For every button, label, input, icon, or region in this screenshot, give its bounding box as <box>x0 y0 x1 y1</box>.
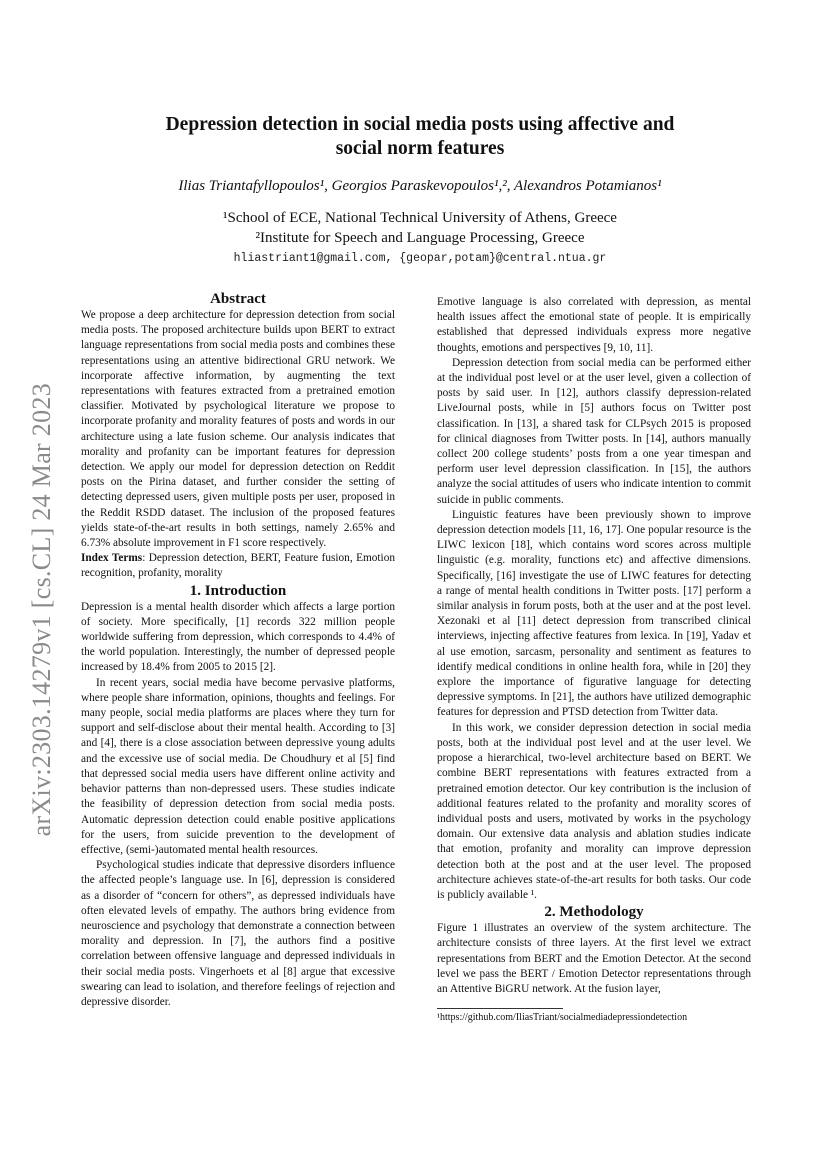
arxiv-watermark <box>22 360 62 860</box>
authors: Ilias Triantafyllopoulos¹, Georgios Paraskevopoulos¹,², Alexandros Potamianos¹ <box>178 178 662 194</box>
intro-paragraph-7: In this work, we consider depression detection in social media posts, both at the individual post level and at the user level. We propose a hierarchical, two-level architecture based on BERT. We combine BERT representations with features extracted from a pretrained emotion detector. Our key contribution is the inclusion of additional features related to the profanity and morality scores of individual posts and users, motivated by works in the psychology domain. Our extensive data analysis and ablation studies indicate that emotion, profanity and morality can improve depression detection both at the post and at the user level. The proposed architecture achieves state-of-the-art results for both tasks. Our code is publicly available ¹. <box>437 721 751 901</box>
right-column <box>437 295 751 997</box>
arxiv-id: arXiv:2303.14279v1 [cs.CL] 24 Mar 2023 <box>27 383 56 837</box>
intro-paragraph-4: Emotive language is also correlated with depression, as mental health issues affect the emotional state of people. It is empirically established that depressed individuals express more negative thoughts, emotions and perspectives [9, 10, 11]. <box>437 296 751 354</box>
footnote: ¹https://github.com/IliasTriant/socialmediadepressiondetection <box>437 1012 688 1023</box>
methodology-paragraph-1: Figure 1 illustrates an overview of the system architecture. The architecture consists of three layers. At the first level we extract representations from BERT and the Emotion Detector. At the second level we pass the BERT / Emotion Detector representations through an Attentive BiGRU network. At the fusion layer, <box>437 922 751 995</box>
intro-paragraph-2: In recent years, social media have become pervasive platforms, where people share information, opinions, thoughts and feelings. For many people, social media platforms are places where they turn for support and self-disclose about their mental health. According to [3] and [4], there is a close association between depressive young adults and the excessive use of social media. De Choudhury et al [5] find that depressed social media users have different online activity and behavior patterns than non-depressed users. These studies indicate the feasibility of depression detection from social media posts. Automatic depression detection could enable positive applications for the users, from suicide prevention to the development of effective, (semi-)automated mental health resources. <box>81 676 395 856</box>
author-emails: hliastriant1@gmail.com, {geopar,potam}@central.ntua.gr <box>233 252 607 265</box>
intro-paragraph-3: Psychological studies indicate that depressive disorders influence the affected people’s language use. In [6], depression is considered as a disorder of “concern for others”, as depressed individuals have often elevated levels of empathy. The authors bring evidence from neuroscience and psychology that demonstrate a connection between morality and depression. In [7], the authors find a positive correlation between offensive language and depressed individuals in their social media posts. Vingerhoets et al [8] argue that excessive swearing can lead to isolation, and therefore feelings of rejection and depressive disorder. <box>81 859 395 1008</box>
title-line-2: social norm features <box>335 138 505 159</box>
affiliation-2: ²Institute for Speech and Language Processing, Greece <box>255 230 585 246</box>
affiliation-1: ¹School of ECE, National Technical University of Athens, Greece <box>223 210 617 226</box>
abstract-heading: Abstract <box>210 291 266 307</box>
intro-paragraph-5: Depression detection from social media can be performed either at the individual post level or at the user level, given a collection of posts by said user. In [12], authors classify depression-related LiveJournal posts, while in [5] authors focus on Twitter post classification. In [13], a shared task for CLPsych 2015 is proposed for clinical diagnoses from Twitter posts. In [14], authors manually collect 200 college students’ posts from a one year timespan and perform user level depression classification. In [15], the authors analyze the social attitudes of users who indicate intention to commit suicide in public comments. <box>437 356 751 506</box>
intro-paragraph-1: Depression is a mental health disorder which affects a large portion of society. More specifically, [1] records 322 million people worldwide suffering from depression, which corresponds to 4.4% of the world population. Interestingly, the number of depressed people increased by 18.4% from 2005 to 2015 [2]. <box>81 600 395 674</box>
abstract-text: We propose a deep architecture for depression detection from social media posts. The proposed architecture builds upon BERT to extract language representations from social media posts and combines these representations using an attentive bidirectional GRU network. We incorporate affective information, by augmenting the text representations with features extracted from a pretrained emotion classifier. Motivated by psychological literature we propose to incorporate profanity and morality features of posts and words in our architecture using a late fusion scheme. Our analysis indicates that morality and profanity can be important features for depression detection. We apply our model for depression detection on Reddit posts on the Pirina dataset, and further consider the setting of detecting depressed users, given multiple posts per user, proposed in the Reddit RSDD dataset. The inclusion of the proposed features yields state-of-the-art results in both settings, namely 2.65% and 6.73% absolute improvement in F1 score respectively. <box>81 309 395 550</box>
intro-heading: 1. Introduction <box>189 582 287 599</box>
left-column <box>81 290 395 1010</box>
footnote-rule <box>437 1008 563 1009</box>
index-terms <box>81 551 395 581</box>
methodology-heading: 2. Methodology <box>544 904 644 921</box>
index-terms-text: : Depression detection, BERT, Feature fusion, Emotion recognition, profanity, morality <box>81 552 395 580</box>
paper-title <box>120 113 720 161</box>
intro-paragraph-6: Linguistic features have been previously shown to improve depression detection models [11, 16, 17]. One popular resource is the LIWC lexicon [18], which contains word scores across multiple linguistic (e.g. morality, functions etc) and affective dimensions. Specifically, [16] investigate the use of LIWC features for detecting a range of mental health conditions in Twitter posts. [17] perform a similar analysis in forum posts, both at the user and at the post level. Xezonaki et al [11] detect depression from transcribed clinical interviews, injecting affective features from lexica. In [19], Yadav et al use emotion, sarcasm, personality and sentiment as features to identify medical conditions in online health fora, while in [20] they explore the importance of figurative language for detecting depressive symptoms. In [21], the authors have utilized demographic features for depression and PTSD detection from Twitter data. <box>437 508 751 719</box>
title-line-1: Depression detection in social media posts using affective and <box>165 114 675 135</box>
index-terms-label: Index Terms <box>81 552 143 565</box>
